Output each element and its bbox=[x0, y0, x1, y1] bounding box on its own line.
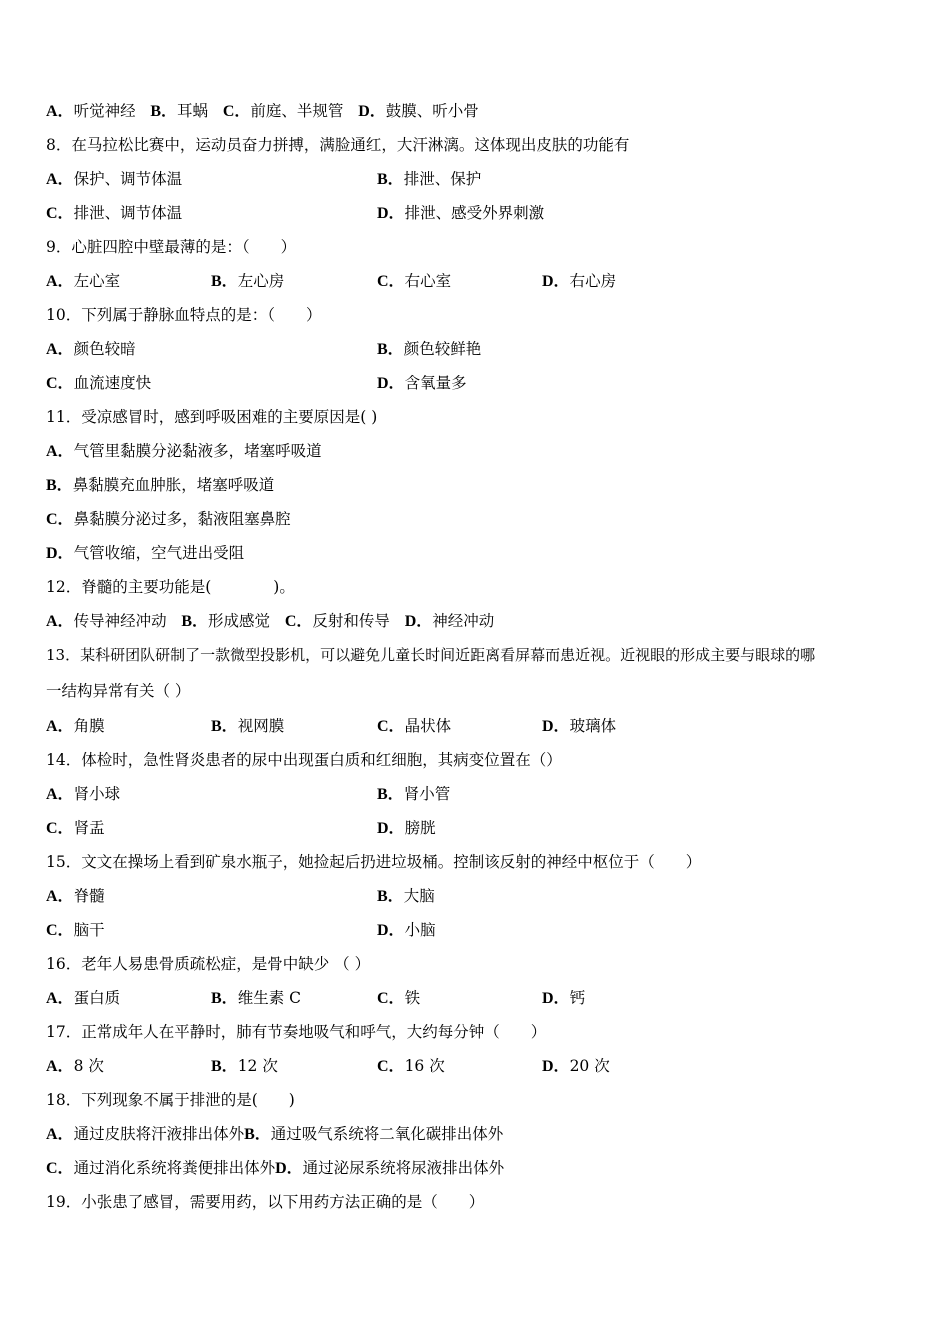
option-text: 左心房 bbox=[237, 272, 285, 290]
option-label: C． bbox=[377, 1058, 405, 1075]
option-row bbox=[46, 610, 494, 632]
option-label: B． bbox=[211, 990, 238, 1007]
option-text: 20 次 bbox=[569, 1057, 610, 1075]
question-text: 一结构异常有关（ ） bbox=[46, 682, 191, 700]
option-label: B． bbox=[377, 786, 404, 803]
option-label: B． bbox=[211, 273, 238, 290]
option-label: C． bbox=[377, 990, 405, 1007]
option-text: 反射和传导 bbox=[312, 612, 390, 630]
option-text: 鼻黏膜分泌过多，黏液阻塞鼻腔 bbox=[73, 510, 291, 528]
option-label: A． bbox=[46, 443, 74, 460]
option-label: C． bbox=[222, 103, 251, 120]
option-label: D． bbox=[377, 375, 405, 392]
option-text: 左心室 bbox=[73, 272, 121, 290]
option-text: 16 次 bbox=[404, 1057, 445, 1075]
option-text: 右心室 bbox=[404, 272, 452, 290]
option-text: 排泄、感受外界刺激 bbox=[404, 204, 545, 222]
option-label: D． bbox=[542, 718, 570, 735]
question-text: 15．文文在操场上看到矿泉水瓶子，她捡起后扔进垃圾桶。控制该反射的神经中枢位于（ ） bbox=[46, 853, 702, 871]
option-text: 铁 bbox=[404, 989, 421, 1007]
option-text: 大脑 bbox=[403, 887, 435, 905]
option-text: 小脑 bbox=[404, 921, 436, 939]
option-text: 右心房 bbox=[569, 272, 617, 290]
option-label: A． bbox=[46, 990, 74, 1007]
option-text: 肾盂 bbox=[73, 819, 105, 837]
question-text: 9．心脏四腔中壁最薄的是：（ ） bbox=[46, 238, 297, 256]
question-text: 8．在马拉松比赛中，运动员奋力拼搏，满脸通红，大汗淋漓。这体现出皮肤的功能有 bbox=[46, 136, 630, 154]
option-label: B． bbox=[211, 718, 238, 735]
option-row bbox=[46, 440, 322, 462]
option-row bbox=[46, 1123, 503, 1145]
option-label: B． bbox=[377, 341, 404, 358]
option-label: B． bbox=[150, 103, 178, 120]
option-text: 神经冲动 bbox=[432, 612, 495, 630]
option-text: 通过泌尿系统将尿液排出体外 bbox=[302, 1159, 505, 1177]
option-label: A． bbox=[46, 1126, 74, 1143]
question-text: 16．老年人易患骨质疏松症，是骨中缺少 （ ） bbox=[46, 955, 371, 973]
option-text: 通过消化系统将粪便排出体外 bbox=[73, 1159, 276, 1177]
question-text: 12．脊髓的主要功能是( )。 bbox=[46, 578, 295, 596]
question-text: 10．下列属于静脉血特点的是：（ ） bbox=[46, 306, 322, 324]
option-text: 保护、调节体温 bbox=[73, 170, 183, 188]
option-label: A． bbox=[46, 786, 74, 803]
option-text: 通过皮肤将汗液排出体外 bbox=[73, 1125, 245, 1143]
option-text: 形成感觉 bbox=[208, 612, 271, 630]
option-label: C． bbox=[46, 375, 74, 392]
option-text: 膀胱 bbox=[404, 819, 436, 837]
option-text: 脊髓 bbox=[73, 887, 105, 905]
option-text: 肾小球 bbox=[73, 785, 121, 803]
option-label: A． bbox=[46, 341, 74, 358]
option-label: C． bbox=[46, 820, 74, 837]
option-label: A． bbox=[46, 718, 74, 735]
option-label: B． bbox=[181, 613, 209, 630]
option-row bbox=[46, 508, 291, 530]
option-text: 8 次 bbox=[73, 1057, 104, 1075]
option-text: 蛋白质 bbox=[73, 989, 121, 1007]
option-label: C． bbox=[377, 273, 405, 290]
option-label: C． bbox=[284, 613, 313, 630]
question-text: 18．下列现象不属于排泄的是( ) bbox=[46, 1091, 295, 1109]
option-label: D． bbox=[542, 1058, 570, 1075]
option-text: 含氧量多 bbox=[404, 374, 467, 392]
option-text: 排泄、调节体温 bbox=[73, 204, 183, 222]
question-text: 13．某科研团队研制了一款微型投影机，可以避免儿童长时间近距离看屏幕而患近视。近视眼的形成主要与眼球的哪 bbox=[46, 646, 816, 664]
option-text: 排泄、保护 bbox=[403, 170, 482, 188]
option-text: 听觉神经 bbox=[73, 102, 136, 120]
option-label: D． bbox=[358, 103, 386, 120]
option-label: D． bbox=[377, 820, 405, 837]
option-text: 玻璃体 bbox=[569, 717, 617, 735]
option-label: A． bbox=[46, 613, 74, 630]
option-label: C． bbox=[46, 205, 74, 222]
question-text: 14．体检时，急性肾炎患者的尿中出现蛋白质和红细胞，其病变位置在（） bbox=[46, 751, 562, 769]
option-label: A． bbox=[46, 171, 74, 188]
option-text: 耳蜗 bbox=[177, 102, 209, 120]
option-label: A． bbox=[46, 273, 74, 290]
option-label: C． bbox=[46, 511, 74, 528]
option-text: 晶状体 bbox=[404, 717, 452, 735]
option-label: D． bbox=[542, 273, 570, 290]
option-row bbox=[46, 542, 244, 564]
option-text: 前庭、半规管 bbox=[250, 102, 344, 120]
option-text: 气管收缩，空气进出受阻 bbox=[73, 544, 245, 562]
option-label: C． bbox=[377, 718, 405, 735]
option-text: 通过吸气系统将二氧化碳排出体外 bbox=[270, 1125, 504, 1143]
option-text: 视网膜 bbox=[237, 717, 285, 735]
option-label: D． bbox=[377, 922, 405, 939]
option-label: B． bbox=[377, 888, 404, 905]
option-text: 鼻黏膜充血肿胀，堵塞呼吸道 bbox=[72, 476, 275, 494]
option-text: 气管里黏膜分泌黏液多，堵塞呼吸道 bbox=[73, 442, 322, 460]
option-text: 鼓膜、听小骨 bbox=[385, 102, 479, 120]
option-row bbox=[46, 474, 274, 496]
option-text: 颜色较暗 bbox=[73, 340, 136, 358]
question-text: 11．受凉感冒时，感到呼吸困难的主要原因是( ) bbox=[46, 408, 378, 426]
option-label: B． bbox=[377, 171, 404, 188]
option-label: D． bbox=[404, 613, 433, 630]
question-text: 17．正常成年人在平静时，肺有节奏地吸气和呼气，大约每分钟（ ） bbox=[46, 1023, 547, 1041]
option-label: D． bbox=[377, 205, 405, 222]
option-label: C． bbox=[46, 1160, 74, 1177]
option-row bbox=[46, 1157, 504, 1179]
option-text: 传导神经冲动 bbox=[73, 612, 167, 630]
option-label: B． bbox=[244, 1126, 271, 1143]
option-label: A． bbox=[46, 103, 74, 120]
option-text: 肾小管 bbox=[403, 785, 451, 803]
option-label: B． bbox=[46, 477, 73, 494]
option-label: A． bbox=[46, 888, 74, 905]
option-label: D． bbox=[542, 990, 570, 1007]
option-label: B． bbox=[211, 1058, 238, 1075]
option-text: 维生素 C bbox=[237, 989, 301, 1007]
option-label: A． bbox=[46, 1058, 74, 1075]
option-text: 血流速度快 bbox=[73, 374, 152, 392]
option-text: 12 次 bbox=[237, 1057, 278, 1075]
option-row bbox=[46, 100, 479, 122]
option-text: 颜色较鲜艳 bbox=[403, 340, 482, 358]
option-text: 钙 bbox=[569, 989, 586, 1007]
option-text: 角膜 bbox=[73, 717, 105, 735]
option-text: 脑干 bbox=[73, 921, 105, 939]
option-label: D． bbox=[46, 545, 74, 562]
option-label: C． bbox=[46, 922, 74, 939]
option-label: D． bbox=[275, 1160, 303, 1177]
question-text: 19．小张患了感冒，需要用药，以下用药方法正确的是（ ） bbox=[46, 1193, 485, 1211]
